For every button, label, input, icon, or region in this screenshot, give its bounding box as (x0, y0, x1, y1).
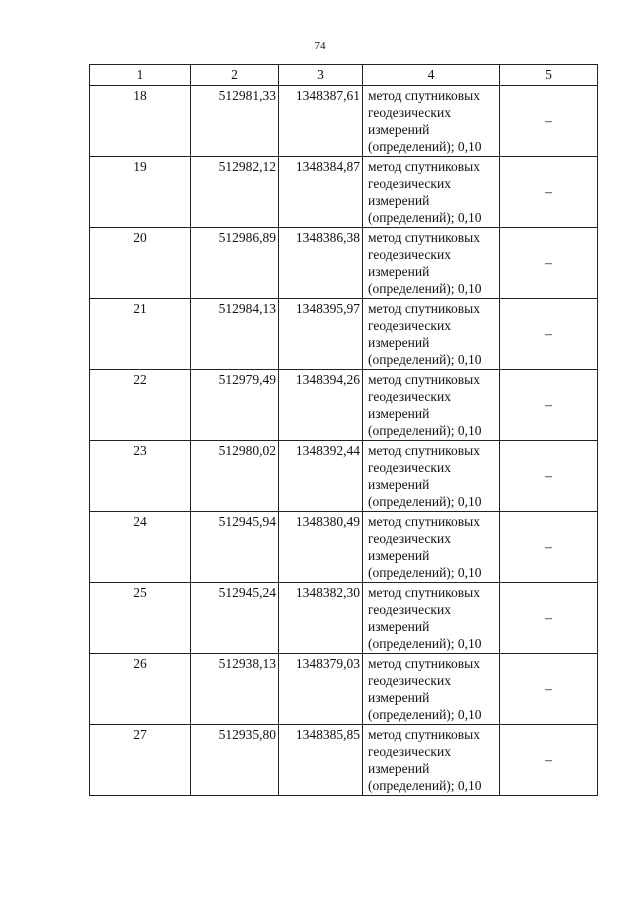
y-coordinate-cell: 1348382,30 (279, 583, 363, 654)
method-line: измерений (368, 761, 430, 776)
method-line: (определений); 0,10 (368, 423, 482, 438)
method-cell (363, 583, 500, 654)
point-number-cell: 19 (90, 157, 191, 228)
point-number-cell: 27 (90, 725, 191, 796)
x-coordinate-cell: 512986,89 (191, 228, 279, 299)
method-cell (363, 512, 500, 583)
method-line: геодезических (368, 318, 451, 333)
header-row (90, 65, 598, 86)
description-cell: – (500, 228, 598, 299)
method-line: геодезических (368, 673, 451, 688)
table-row (90, 86, 598, 157)
y-coordinate-cell: 1348385,85 (279, 725, 363, 796)
point-number-cell: 24 (90, 512, 191, 583)
description-cell: – (500, 86, 598, 157)
y-coordinate-cell: 1348380,49 (279, 512, 363, 583)
method-line: метод спутниковых (368, 159, 480, 174)
table-row (90, 228, 598, 299)
method-cell (363, 654, 500, 725)
method-cell (363, 157, 500, 228)
method-line: (определений); 0,10 (368, 636, 482, 651)
method-line: геодезических (368, 389, 451, 404)
y-coordinate-cell: 1348392,44 (279, 441, 363, 512)
method-line: метод спутниковых (368, 656, 480, 671)
table-row (90, 512, 598, 583)
description-cell: – (500, 441, 598, 512)
description-cell: – (500, 299, 598, 370)
y-coordinate-cell: 1348395,97 (279, 299, 363, 370)
method-line: метод спутниковых (368, 230, 480, 245)
description-cell: – (500, 654, 598, 725)
method-line: измерений (368, 619, 430, 634)
table-row (90, 157, 598, 228)
description-cell: – (500, 157, 598, 228)
method-line: метод спутниковых (368, 514, 480, 529)
method-line: геодезических (368, 176, 451, 191)
method-line: измерений (368, 264, 430, 279)
coordinates-table (89, 64, 598, 796)
point-number-cell: 20 (90, 228, 191, 299)
method-line: геодезических (368, 105, 451, 120)
table-row (90, 370, 598, 441)
point-number-cell: 25 (90, 583, 191, 654)
x-coordinate-cell: 512979,49 (191, 370, 279, 441)
table-body (90, 86, 598, 796)
point-number-cell: 22 (90, 370, 191, 441)
method-line: (определений); 0,10 (368, 352, 482, 367)
description-cell: – (500, 512, 598, 583)
header-cell-1: 1 (90, 65, 191, 86)
method-line: измерений (368, 193, 430, 208)
method-cell (363, 725, 500, 796)
method-line: метод спутниковых (368, 88, 480, 103)
point-number-cell: 18 (90, 86, 191, 157)
method-line: (определений); 0,10 (368, 139, 482, 154)
header-cell-3: 3 (279, 65, 363, 86)
page-number: 74 (314, 40, 326, 52)
method-line: метод спутниковых (368, 727, 480, 742)
method-line: (определений); 0,10 (368, 494, 482, 509)
y-coordinate-cell: 1348394,26 (279, 370, 363, 441)
table-row (90, 299, 598, 370)
point-number-cell: 21 (90, 299, 191, 370)
x-coordinate-cell: 512935,80 (191, 725, 279, 796)
method-cell (363, 370, 500, 441)
method-cell (363, 86, 500, 157)
method-line: метод спутниковых (368, 443, 480, 458)
method-line: (определений); 0,10 (368, 565, 482, 580)
header-cell-2: 2 (191, 65, 279, 86)
y-coordinate-cell: 1348386,38 (279, 228, 363, 299)
method-line: (определений); 0,10 (368, 707, 482, 722)
method-line: измерений (368, 122, 430, 137)
header-cell-5: 5 (500, 65, 598, 86)
method-line: измерений (368, 477, 430, 492)
x-coordinate-cell: 512945,94 (191, 512, 279, 583)
method-line: геодезических (368, 531, 451, 546)
method-line: (определений); 0,10 (368, 778, 482, 793)
method-line: измерений (368, 690, 430, 705)
table-header (90, 65, 598, 86)
x-coordinate-cell: 512945,24 (191, 583, 279, 654)
method-line: геодезических (368, 602, 451, 617)
x-coordinate-cell: 512981,33 (191, 86, 279, 157)
method-line: измерений (368, 335, 430, 350)
method-line: измерений (368, 406, 430, 421)
table-row (90, 583, 598, 654)
point-number-cell: 23 (90, 441, 191, 512)
method-line: метод спутниковых (368, 301, 480, 316)
method-line: метод спутниковых (368, 585, 480, 600)
y-coordinate-cell: 1348384,87 (279, 157, 363, 228)
method-line: геодезических (368, 460, 451, 475)
x-coordinate-cell: 512980,02 (191, 441, 279, 512)
description-cell: – (500, 725, 598, 796)
method-cell (363, 441, 500, 512)
description-cell: – (500, 583, 598, 654)
y-coordinate-cell: 1348387,61 (279, 86, 363, 157)
x-coordinate-cell: 512938,13 (191, 654, 279, 725)
table-row (90, 725, 598, 796)
method-cell (363, 299, 500, 370)
method-cell (363, 228, 500, 299)
point-number-cell: 26 (90, 654, 191, 725)
method-line: геодезических (368, 247, 451, 262)
method-line: измерений (368, 548, 430, 563)
method-line: метод спутниковых (368, 372, 480, 387)
description-cell: – (500, 370, 598, 441)
y-coordinate-cell: 1348379,03 (279, 654, 363, 725)
x-coordinate-cell: 512982,12 (191, 157, 279, 228)
x-coordinate-cell: 512984,13 (191, 299, 279, 370)
table-row (90, 441, 598, 512)
method-line: геодезических (368, 744, 451, 759)
method-line: (определений); 0,10 (368, 281, 482, 296)
method-line: (определений); 0,10 (368, 210, 482, 225)
header-cell-4: 4 (363, 65, 500, 86)
table-row (90, 654, 598, 725)
